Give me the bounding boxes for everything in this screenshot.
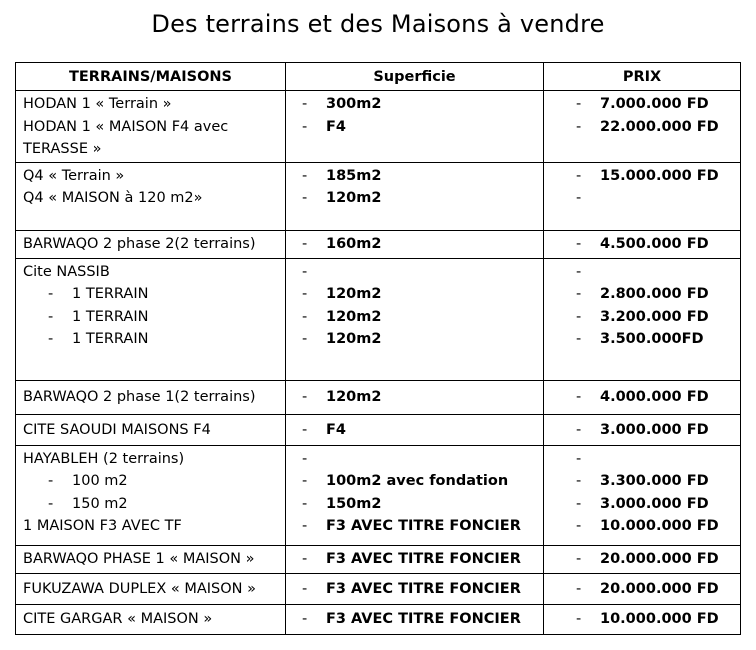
property-cell (16, 573, 286, 604)
value-line (286, 448, 543, 471)
bullet-dash: - (576, 495, 582, 512)
sub-item-line (16, 493, 285, 516)
area-cell (286, 445, 544, 545)
column-header-price: PRIX (544, 63, 741, 91)
bullet-dash: - (302, 286, 308, 302)
area-value: F3 AVEC TITRE FONCIER (326, 551, 521, 568)
value-line (544, 493, 740, 516)
bullet-dash: - (576, 518, 582, 534)
property-name: 150 m2 (72, 495, 128, 512)
column-header-property: TERRAINS/MAISONS (16, 63, 286, 91)
value-line (544, 548, 740, 571)
table-row (16, 573, 741, 604)
bullet-dash: - (48, 331, 54, 347)
property-name: HODAN 1 « Terrain » (23, 96, 172, 112)
bullet-dash: - (576, 236, 582, 253)
value-line (286, 116, 543, 139)
property-cell (16, 380, 286, 414)
table-row (16, 91, 741, 163)
bullet-dash: - (302, 308, 308, 325)
area-value: 100m2 avec fondation (326, 473, 509, 489)
property-name: 1 TERRAIN (72, 331, 149, 347)
price-value: 20.000.000 FD (600, 551, 719, 568)
value-line (286, 233, 543, 256)
bullet-dash: - (302, 580, 308, 597)
area-value: 120m2 (326, 286, 382, 302)
area-cell (286, 545, 544, 573)
bullet-dash: - (302, 190, 308, 206)
sub-item-line (16, 328, 285, 351)
table-row (16, 545, 741, 573)
value-line (544, 578, 740, 601)
price-value: 3.000.000 FD (600, 495, 709, 512)
price-value: 15.000.000 FD (600, 167, 719, 184)
value-line (544, 165, 740, 188)
value-line (544, 261, 740, 284)
table-header-row (16, 63, 741, 91)
bullet-dash: - (302, 236, 308, 253)
price-cell (544, 573, 741, 604)
value-line (544, 470, 740, 493)
price-cell (544, 380, 741, 414)
value-line (286, 515, 543, 538)
property-name: Q4 « Terrain » (23, 167, 125, 184)
property-name (16, 351, 285, 374)
area-value: 120m2 (326, 331, 382, 347)
area-value: 120m2 (326, 389, 382, 406)
price-value: 10.000.000 FD (600, 611, 719, 628)
value-line (286, 93, 543, 116)
price-value: 3.500.000FD (600, 331, 704, 347)
bullet-dash: - (48, 473, 54, 489)
area-cell (286, 258, 544, 380)
bullet-dash: - (48, 308, 54, 325)
value-line (544, 419, 740, 442)
property-cell (16, 230, 286, 258)
value-line (544, 448, 740, 471)
value-line (544, 283, 740, 306)
bullet-dash: - (302, 495, 308, 512)
value-line (286, 493, 543, 516)
bullet-dash: - (576, 580, 582, 597)
price-value: 3.300.000 FD (600, 473, 709, 489)
value-line (544, 386, 740, 409)
price-cell (544, 604, 741, 634)
bullet-dash: - (302, 118, 308, 135)
property-cell (16, 258, 286, 380)
bullet-dash: - (48, 495, 54, 512)
bullet-dash: - (302, 263, 308, 280)
property-cell (16, 414, 286, 445)
table-row (16, 604, 741, 634)
price-value: 10.000.000 FD (600, 518, 719, 534)
value-line (544, 187, 740, 210)
bullet-dash: - (302, 450, 308, 467)
bullet-dash: - (576, 263, 582, 280)
value-line (286, 386, 543, 409)
property-name: CITE SAOUDI MAISONS F4 (23, 421, 211, 438)
sub-item-line (16, 283, 285, 306)
bullet-dash: - (302, 96, 308, 112)
price-value: 2.800.000 FD (600, 286, 709, 302)
bullet-dash: - (302, 518, 308, 534)
area-cell (286, 162, 544, 230)
sub-item-line (16, 470, 285, 493)
bullet-dash: - (576, 190, 582, 206)
property-name: 1 MAISON F3 AVEC TF (23, 518, 182, 534)
value-line (286, 328, 543, 351)
price-cell (544, 230, 741, 258)
price-cell (544, 162, 741, 230)
value-line (286, 608, 543, 631)
table-row (16, 258, 741, 380)
value-line (286, 187, 543, 210)
value-line (544, 515, 740, 538)
value-line (286, 261, 543, 284)
property-name: BARWAQO 2 phase 1(2 terrains) (23, 389, 256, 406)
area-cell (286, 380, 544, 414)
price-value: 3.200.000 FD (600, 308, 709, 325)
property-name: HAYABLEH (2 terrains) (23, 450, 185, 467)
bullet-dash: - (302, 611, 308, 628)
property-name: Q4 « MAISON à 120 m2» (23, 190, 203, 206)
bullet-dash: - (576, 389, 582, 406)
bullet-dash: - (576, 331, 582, 347)
property-cell (16, 545, 286, 573)
bullet-dash: - (576, 96, 582, 112)
property-name: 1 TERRAIN (72, 286, 149, 302)
area-value: 150m2 (326, 495, 382, 512)
price-value: 7.000.000 FD (600, 96, 709, 112)
value-line (286, 470, 543, 493)
bullet-dash: - (576, 286, 582, 302)
area-value: F3 AVEC TITRE FONCIER (326, 518, 521, 534)
property-name: 1 TERRAIN (72, 308, 149, 325)
property-name: CITE GARGAR « MAISON » (23, 611, 213, 628)
value-line (286, 578, 543, 601)
area-cell (286, 573, 544, 604)
price-cell (544, 545, 741, 573)
price-value: 22.000.000 FD (600, 118, 719, 135)
table-row (16, 414, 741, 445)
value-line (286, 165, 543, 188)
area-value: F3 AVEC TITRE FONCIER (326, 580, 521, 597)
value-line (286, 283, 543, 306)
price-value: 4.500.000 FD (600, 236, 709, 253)
listings-table (15, 62, 741, 635)
area-cell (286, 230, 544, 258)
property-name: TERASSE » (23, 141, 102, 157)
bullet-dash: - (576, 473, 582, 489)
property-name: HODAN 1 « MAISON F4 avec (23, 118, 229, 135)
bullet-dash: - (576, 167, 582, 184)
page-title: Des terrains et des Maisons à vendre (151, 10, 605, 38)
property-name: Cite NASSIB (23, 263, 110, 280)
property-name: 100 m2 (72, 473, 128, 489)
area-value: 185m2 (326, 167, 382, 184)
price-value: 20.000.000 FD (600, 580, 719, 597)
bullet-dash: - (576, 611, 582, 628)
area-value: F3 AVEC TITRE FONCIER (326, 611, 521, 628)
area-value: F4 (326, 118, 346, 135)
value-line (544, 233, 740, 256)
bullet-dash: - (48, 286, 54, 302)
table-row (16, 230, 741, 258)
property-cell (16, 91, 286, 163)
bullet-dash: - (576, 308, 582, 325)
bullet-dash: - (302, 551, 308, 568)
bullet-dash: - (576, 450, 582, 467)
value-line (286, 306, 543, 329)
property-name: FUKUZAWA DUPLEX « MAISON » (23, 580, 256, 597)
bullet-dash: - (576, 118, 582, 135)
property-name: BARWAQO 2 phase 2(2 terrains) (23, 236, 256, 253)
price-cell (544, 258, 741, 380)
value-line (286, 419, 543, 442)
bullet-dash: - (302, 167, 308, 184)
area-value: 300m2 (326, 96, 382, 112)
table-row (16, 445, 741, 545)
value-line (544, 93, 740, 116)
table-row (16, 380, 741, 414)
area-cell (286, 414, 544, 445)
value-line (544, 328, 740, 351)
property-name: BARWAQO PHASE 1 « MAISON » (23, 551, 255, 568)
value-line (544, 306, 740, 329)
area-value: F4 (326, 421, 346, 438)
bullet-dash: - (576, 551, 582, 568)
table-row (16, 162, 741, 230)
area-value: 120m2 (326, 308, 382, 325)
price-value: 4.000.000 FD (600, 389, 709, 406)
bullet-dash: - (302, 389, 308, 406)
area-cell (286, 604, 544, 634)
price-cell (544, 414, 741, 445)
area-value: 160m2 (326, 236, 382, 253)
area-value: 120m2 (326, 190, 382, 206)
value-line (544, 116, 740, 139)
price-value: 3.000.000 FD (600, 421, 709, 438)
bullet-dash: - (302, 331, 308, 347)
column-header-area: Superficie (286, 63, 544, 91)
price-cell (544, 91, 741, 163)
property-cell (16, 604, 286, 634)
sub-item-line (16, 306, 285, 329)
value-line (544, 608, 740, 631)
bullet-dash: - (576, 421, 582, 438)
property-cell (16, 445, 286, 545)
bullet-dash: - (302, 473, 308, 489)
property-cell (16, 162, 286, 230)
price-cell (544, 445, 741, 545)
value-line (286, 548, 543, 571)
bullet-dash: - (302, 421, 308, 438)
area-cell (286, 91, 544, 163)
